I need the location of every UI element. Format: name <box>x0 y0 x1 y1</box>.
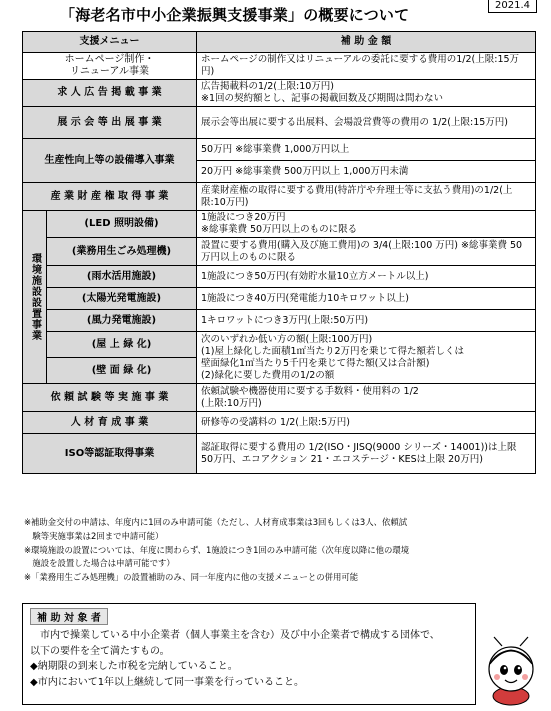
menu-ip: 産 業 財 産 権 取 得 事 業 <box>23 183 197 211</box>
amount-green: 次のいずれか低い方の額(上限:100万円) (1)屋上緑化した面積1㎡当たり2万円を乗じて得た額若しくは 壁面緑化1㎡当たり5千円を乗じて得た額(又は合計額) (2)緑化に要した費用の1/2の額 <box>197 332 536 384</box>
amount-recruit: 広告掲載料の1/2(上限:10万円) ※1回の契約額とし、記事の掲載回数及び期間は問わない <box>197 80 536 107</box>
table-header-row <box>23 32 536 53</box>
footnote-line: 施設を設置した場合は申請可能です） <box>24 558 175 569</box>
date-badge: 2021.4 <box>488 0 537 13</box>
env-group-label: 環境施設設置事業 <box>23 211 47 384</box>
page-title: 「海老名市中小企業振興支援事業」の概要について <box>60 6 410 24</box>
amount-wind: 1キロワットにつき3万円(上限:50万円) <box>197 310 536 332</box>
menu-hr: 人 材 育 成 事 業 <box>23 412 197 434</box>
menu-test: 依 頼 試 験 等 実 施 事 業 <box>23 384 197 412</box>
amount-expo: 展示会等出展に要する出展料、会場設営費等の費用の 1/2(上限:15万円) <box>197 107 536 139</box>
amount-equip-1: 50万円 ※総事業費 1,000万円以上 <box>197 139 536 161</box>
amount-garbage: 設置に要する費用(購入及び施工費用)の 3/4(上限:100 万円) ※総事業費 50万円以上のものに限る <box>197 238 536 266</box>
eligibility-text <box>30 628 470 690</box>
menu-led: (LED 照明設備) <box>47 211 197 238</box>
amount-hr: 研修等の受講料の 1/2(上限:5万円) <box>197 412 536 434</box>
footnotes <box>24 516 540 585</box>
header-menu: 支援メニュー <box>23 32 197 53</box>
table-row <box>23 266 536 288</box>
footnote-line: ※環境施設の設置については、年度に関わらず、1施設につき1回のみ申請可能（次年度以降に他の環境 <box>24 544 410 555</box>
menu-iso: ISO等認証取得事業 <box>23 434 197 474</box>
amount-rain: 1施設につき50万円(有効貯水量10立方メートル以上) <box>197 266 536 288</box>
amount-iso: 認証取得に要する費用の 1/2(ISO・JISQ(9000 シリーズ・14001))は上限 50万円、エコアクション 21・エコステージ・KESは上限 20万円) <box>197 434 536 474</box>
eligibility-line: ◆市内において1年以上継続して同一事業を行っていること。 <box>30 676 305 688</box>
table-row <box>23 80 536 107</box>
table-row <box>23 53 536 80</box>
menu-roof-green: (屋 上 緑 化) <box>47 332 197 358</box>
menu-garbage: (業務用生ごみ処理機) <box>47 238 197 266</box>
menu-rain: (雨水活用施設) <box>47 266 197 288</box>
footnote-line: ※補助金交付の申請は、年度内に1回のみ申請可能（ただし、人材育成事業は3回もしくは3人、依頼試 <box>24 517 408 527</box>
table-row <box>23 310 536 332</box>
eligibility-title: 補 助 対 象 者 <box>30 608 108 625</box>
menu-recruit: 求 人 広 告 掲 載 事 業 <box>23 80 197 107</box>
amount-hp: ホームページの制作又はリニューアルの委託に要する費用の1/2(上限:15万円) <box>197 53 536 80</box>
table-row <box>23 139 536 161</box>
subsidy-table <box>22 31 536 474</box>
header-amount: 補 助 金 額 <box>197 32 536 53</box>
table-row <box>23 238 536 266</box>
menu-hp: ホームページ制作・ リニューアル事業 <box>23 53 197 80</box>
table-row <box>23 107 536 139</box>
table-row <box>23 384 536 412</box>
amount-solar: 1施設につき40万円(発電能力10キロワット以上) <box>197 288 536 310</box>
footnote-line: ※「業務用生ごみ処理機」の設置補助のみ、同一年度内に他の支援メニューとの併用可能 <box>24 572 359 583</box>
table-row <box>23 412 536 434</box>
eligibility-line: 以下の要件を全て満たすもの。 <box>30 645 170 657</box>
eligibility-line: 市内で操業している中小企業者（個人事業主を含む）及び中小企業者で構成する団体で、 <box>30 630 440 641</box>
table-row <box>23 288 536 310</box>
menu-solar: (太陽光発電施設) <box>47 288 197 310</box>
table-row <box>23 211 536 238</box>
eligibility-line: ◆納期限の到来した市税を完納していること。 <box>30 661 238 672</box>
amount-test: 依頼試験や機器使用に要する手数料・使用料の 1/2 (上限:10万円) <box>197 384 536 412</box>
table-row <box>23 434 536 474</box>
amount-equip-2: 20万円 ※総事業費 500万円以上 1,000万円未満 <box>197 161 536 183</box>
footnote-line: 験等実施事業は2回まで申請可能） <box>24 530 164 541</box>
amount-led: 1施設につき20万円 ※総事業費 50万円以上のものに限る <box>197 211 536 238</box>
menu-expo: 展 示 会 等 出 展 事 業 <box>23 107 197 139</box>
menu-wall-green: (壁 面 緑 化) <box>47 358 197 384</box>
table-row <box>23 183 536 211</box>
menu-wind: (風力発電施設) <box>47 310 197 332</box>
menu-equip: 生産性向上等の設備導入事業 <box>23 139 197 183</box>
mascot-image <box>480 636 542 706</box>
table-row <box>23 332 536 358</box>
amount-ip: 産業財産権の取得に要する費用(特許庁や弁理士等に支払う費用)の1/2(上限:10万円) <box>197 183 536 211</box>
mascot-label: えびな <box>501 655 521 662</box>
